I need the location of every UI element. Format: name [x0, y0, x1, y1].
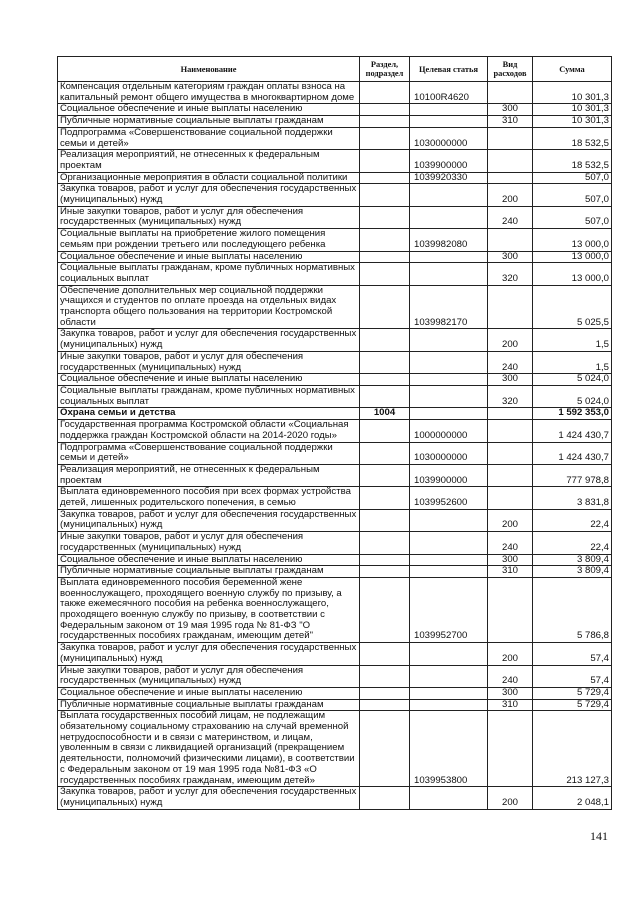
row-article-cell	[410, 665, 488, 687]
row-sum-cell: 213 127,3	[533, 711, 612, 787]
row-type-cell	[488, 420, 533, 442]
table-row	[58, 554, 612, 566]
row-sum-cell: 57,4	[533, 643, 612, 665]
row-section-cell	[360, 351, 410, 373]
row-section-cell	[360, 285, 410, 329]
row-section-cell	[360, 711, 410, 787]
table-row	[58, 711, 612, 787]
row-type-cell	[488, 229, 533, 251]
row-type-cell	[488, 487, 533, 509]
row-section-cell: 1004	[360, 408, 410, 420]
row-article-cell	[410, 554, 488, 566]
row-name-cell: Иные закупки товаров, работ и услуг для обеспечения государственных (муниципальных) нужд	[58, 532, 360, 554]
header-sum: Сумма	[533, 57, 612, 82]
row-name-cell: Охрана семьи и детства	[58, 408, 360, 420]
table-row	[58, 699, 612, 711]
table-row	[58, 374, 612, 386]
row-section-cell	[360, 787, 410, 809]
row-type-cell: 310	[488, 566, 533, 578]
row-sum-cell: 777 978,8	[533, 464, 612, 486]
row-article-cell	[410, 206, 488, 228]
table-row	[58, 263, 612, 285]
row-type-cell	[488, 577, 533, 642]
row-name-cell: Закупка товаров, работ и услуг для обеспечения государственных (муниципальных) нужд	[58, 184, 360, 206]
row-article-cell: 1039900000	[410, 464, 488, 486]
row-sum-cell: 1 424 430,7	[533, 420, 612, 442]
row-name-cell: Публичные нормативные социальные выплаты гражданам	[58, 116, 360, 128]
row-sum-cell: 18 532,5	[533, 127, 612, 149]
row-article-cell: 1039953800	[410, 711, 488, 787]
budget-table	[57, 56, 612, 810]
row-name-cell: Закупка товаров, работ и услуг для обеспечения государственных (муниципальных) нужд	[58, 643, 360, 665]
header-type: Вид расходов	[488, 57, 533, 82]
row-type-cell: 200	[488, 509, 533, 531]
row-sum-cell: 1,5	[533, 351, 612, 373]
table-row	[58, 206, 612, 228]
row-sum-cell: 22,4	[533, 509, 612, 531]
row-sum-cell: 18 532,5	[533, 150, 612, 172]
table-row	[58, 787, 612, 809]
row-type-cell: 300	[488, 687, 533, 699]
row-type-cell: 300	[488, 374, 533, 386]
row-name-cell: Закупка товаров, работ и услуг для обеспечения государственных (муниципальных) нужд	[58, 329, 360, 351]
table-row	[58, 285, 612, 329]
row-section-cell	[360, 184, 410, 206]
row-name-cell: Выплата единовременного пособия беременной жене военнослужащего, проходящего военную службу по призыву, а также ежемесячного пособия на ребенка военнослужащего, проходящего военную службу по призыву, в соответствии с Федеральным законом от 19 мая 1995 года № 81-ФЗ "О государственных пособиях гражданам, имеющим детей"	[58, 577, 360, 642]
table-row	[58, 509, 612, 531]
row-article-cell: 1039982170	[410, 285, 488, 329]
row-article-cell: 1039920330	[410, 172, 488, 184]
row-type-cell	[488, 127, 533, 149]
row-section-cell	[360, 150, 410, 172]
row-sum-cell: 507,0	[533, 172, 612, 184]
row-type-cell	[488, 442, 533, 464]
table-row	[58, 408, 612, 420]
row-type-cell: 310	[488, 699, 533, 711]
row-article-cell	[410, 532, 488, 554]
table-row	[58, 532, 612, 554]
row-name-cell: Социальные выплаты гражданам, кроме публичных нормативных социальных выплат	[58, 263, 360, 285]
row-article-cell: 1000000000	[410, 420, 488, 442]
row-sum-cell: 2 048,1	[533, 787, 612, 809]
row-article-cell: 1039952700	[410, 577, 488, 642]
row-sum-cell: 5 786,8	[533, 577, 612, 642]
row-type-cell: 310	[488, 116, 533, 128]
row-type-cell	[488, 711, 533, 787]
header-article: Целевая статья	[410, 57, 488, 82]
row-name-cell: Подпрограмма «Совершенствование социальной поддержки семьи и детей»	[58, 442, 360, 464]
row-article-cell	[410, 699, 488, 711]
table-row	[58, 420, 612, 442]
row-article-cell	[410, 329, 488, 351]
table-row	[58, 464, 612, 486]
row-article-cell	[410, 408, 488, 420]
table-row	[58, 251, 612, 263]
row-section-cell	[360, 420, 410, 442]
table-row	[58, 172, 612, 184]
page-number: 141	[590, 829, 608, 843]
row-sum-cell: 10 301,3	[533, 116, 612, 128]
table-header-row	[58, 57, 612, 82]
row-section-cell	[360, 251, 410, 263]
row-article-cell	[410, 374, 488, 386]
row-type-cell: 320	[488, 385, 533, 407]
row-article-cell: 10100R4620	[410, 82, 488, 104]
row-type-cell: 300	[488, 251, 533, 263]
row-sum-cell: 1 592 353,0	[533, 408, 612, 420]
row-article-cell: 1030000000	[410, 127, 488, 149]
row-article-cell	[410, 184, 488, 206]
row-sum-cell: 5 729,4	[533, 699, 612, 711]
row-section-cell	[360, 206, 410, 228]
row-sum-cell: 57,4	[533, 665, 612, 687]
row-section-cell	[360, 385, 410, 407]
row-type-cell	[488, 82, 533, 104]
table-row	[58, 82, 612, 104]
row-sum-cell: 3 809,4	[533, 554, 612, 566]
row-article-cell	[410, 263, 488, 285]
table-row	[58, 442, 612, 464]
row-name-cell: Социальное обеспечение и иные выплаты населению	[58, 687, 360, 699]
table-row	[58, 687, 612, 699]
row-article-cell: 1039900000	[410, 150, 488, 172]
row-section-cell	[360, 263, 410, 285]
header-section: Раздел, подраздел	[360, 57, 410, 82]
table-row	[58, 116, 612, 128]
row-type-cell: 240	[488, 351, 533, 373]
row-name-cell: Организационные мероприятия в области социальной политики	[58, 172, 360, 184]
row-type-cell	[488, 172, 533, 184]
row-type-cell: 240	[488, 532, 533, 554]
row-section-cell	[360, 566, 410, 578]
table-row	[58, 329, 612, 351]
row-name-cell: Иные закупки товаров, работ и услуг для обеспечения государственных (муниципальных) нужд	[58, 351, 360, 373]
row-section-cell	[360, 687, 410, 699]
row-name-cell: Государственная программа Костромской области «Социальная поддержка граждан Костромской области на 2014-2020 годы»	[58, 420, 360, 442]
row-article-cell	[410, 104, 488, 116]
table-row	[58, 643, 612, 665]
row-article-cell: 1039952600	[410, 487, 488, 509]
row-sum-cell: 5 025,5	[533, 285, 612, 329]
table-row	[58, 385, 612, 407]
row-section-cell	[360, 464, 410, 486]
row-sum-cell: 5 024,0	[533, 385, 612, 407]
row-article-cell: 1030000000	[410, 442, 488, 464]
row-sum-cell: 22,4	[533, 532, 612, 554]
row-type-cell: 200	[488, 643, 533, 665]
row-type-cell: 320	[488, 263, 533, 285]
table-row	[58, 566, 612, 578]
table-row	[58, 487, 612, 509]
row-type-cell: 200	[488, 329, 533, 351]
row-section-cell	[360, 577, 410, 642]
row-name-cell: Реализация мероприятий, не отнесенных к федеральным проектам	[58, 150, 360, 172]
table-row	[58, 104, 612, 116]
row-name-cell: Компенсация отдельным категориям граждан оплаты взноса на капитальный ремонт общего имущества в многоквартирном доме	[58, 82, 360, 104]
row-name-cell: Публичные нормативные социальные выплаты гражданам	[58, 566, 360, 578]
row-name-cell: Социальные выплаты гражданам, кроме публичных нормативных социальных выплат	[58, 385, 360, 407]
row-type-cell: 200	[488, 184, 533, 206]
row-sum-cell: 13 000,0	[533, 229, 612, 251]
row-type-cell: 300	[488, 104, 533, 116]
row-type-cell: 200	[488, 787, 533, 809]
row-section-cell	[360, 487, 410, 509]
table-row	[58, 150, 612, 172]
row-section-cell	[360, 699, 410, 711]
row-section-cell	[360, 116, 410, 128]
row-name-cell: Социальные выплаты на приобретение жилого помещения семьям при рождении третьего или последующего ребенка	[58, 229, 360, 251]
row-name-cell: Подпрограмма «Совершенствование социальной поддержки семьи и детей»	[58, 127, 360, 149]
row-sum-cell: 5 729,4	[533, 687, 612, 699]
row-article-cell	[410, 351, 488, 373]
row-sum-cell: 507,0	[533, 184, 612, 206]
table-row	[58, 229, 612, 251]
table-row	[58, 577, 612, 642]
row-name-cell: Выплата государственных пособий лицам, не подлежащим обязательному социальному страхованию на случай временной нетрудоспособности и в связи с материнством, и лицам, уволенным в связи с ликвидацией организаций (прекращением деятельности, полномочий физическими лицами), в соответствии с Федеральным законом от 19 мая 1995 года №81-ФЗ «О государственных пособиях гражданам, имеющим детей»	[58, 711, 360, 787]
row-sum-cell: 10 301,3	[533, 82, 612, 104]
row-name-cell: Выплата единовременного пособия при всех формах устройства детей, лишенных родительского попечения, в семью	[58, 487, 360, 509]
row-name-cell: Социальное обеспечение и иные выплаты населению	[58, 251, 360, 263]
row-type-cell	[488, 408, 533, 420]
row-name-cell: Публичные нормативные социальные выплаты гражданам	[58, 699, 360, 711]
row-sum-cell: 507,0	[533, 206, 612, 228]
row-name-cell: Иные закупки товаров, работ и услуг для обеспечения государственных (муниципальных) нужд	[58, 206, 360, 228]
row-type-cell: 240	[488, 665, 533, 687]
row-section-cell	[360, 329, 410, 351]
row-section-cell	[360, 554, 410, 566]
row-section-cell	[360, 374, 410, 386]
row-section-cell	[360, 82, 410, 104]
row-section-cell	[360, 643, 410, 665]
header-name: Наименование	[58, 57, 360, 82]
table-row	[58, 127, 612, 149]
row-sum-cell: 1 424 430,7	[533, 442, 612, 464]
row-type-cell	[488, 150, 533, 172]
row-article-cell: 1039982080	[410, 229, 488, 251]
row-sum-cell: 5 024,0	[533, 374, 612, 386]
row-section-cell	[360, 665, 410, 687]
table-body	[58, 82, 612, 810]
row-article-cell	[410, 385, 488, 407]
row-name-cell: Реализация мероприятий, не отнесенных к федеральным проектам	[58, 464, 360, 486]
row-type-cell	[488, 464, 533, 486]
row-sum-cell: 13 000,0	[533, 263, 612, 285]
row-section-cell	[360, 229, 410, 251]
table-row	[58, 351, 612, 373]
row-name-cell: Закупка товаров, работ и услуг для обеспечения государственных (муниципальных) нужд	[58, 787, 360, 809]
row-sum-cell: 13 000,0	[533, 251, 612, 263]
row-article-cell	[410, 566, 488, 578]
row-type-cell: 240	[488, 206, 533, 228]
row-name-cell: Социальное обеспечение и иные выплаты населению	[58, 104, 360, 116]
row-article-cell	[410, 116, 488, 128]
row-article-cell	[410, 687, 488, 699]
row-sum-cell: 3 831,8	[533, 487, 612, 509]
row-section-cell	[360, 172, 410, 184]
table-row	[58, 184, 612, 206]
row-section-cell	[360, 509, 410, 531]
row-name-cell: Социальное обеспечение и иные выплаты населению	[58, 374, 360, 386]
row-article-cell	[410, 509, 488, 531]
table-row	[58, 665, 612, 687]
row-section-cell	[360, 442, 410, 464]
row-sum-cell: 1,5	[533, 329, 612, 351]
row-article-cell	[410, 643, 488, 665]
row-sum-cell: 10 301,3	[533, 104, 612, 116]
row-name-cell: Обеспечение дополнительных мер социальной поддержки учащихся и студентов по оплате проезда на отдельных видах транспорта общего пользования на территории Костромской области	[58, 285, 360, 329]
row-name-cell: Иные закупки товаров, работ и услуг для обеспечения государственных (муниципальных) нужд	[58, 665, 360, 687]
row-article-cell	[410, 787, 488, 809]
row-name-cell: Социальное обеспечение и иные выплаты населению	[58, 554, 360, 566]
row-article-cell	[410, 251, 488, 263]
row-section-cell	[360, 532, 410, 554]
row-name-cell: Закупка товаров, работ и услуг для обеспечения государственных (муниципальных) нужд	[58, 509, 360, 531]
row-type-cell: 300	[488, 554, 533, 566]
row-sum-cell: 3 809,4	[533, 566, 612, 578]
row-section-cell	[360, 104, 410, 116]
row-section-cell	[360, 127, 410, 149]
row-type-cell	[488, 285, 533, 329]
